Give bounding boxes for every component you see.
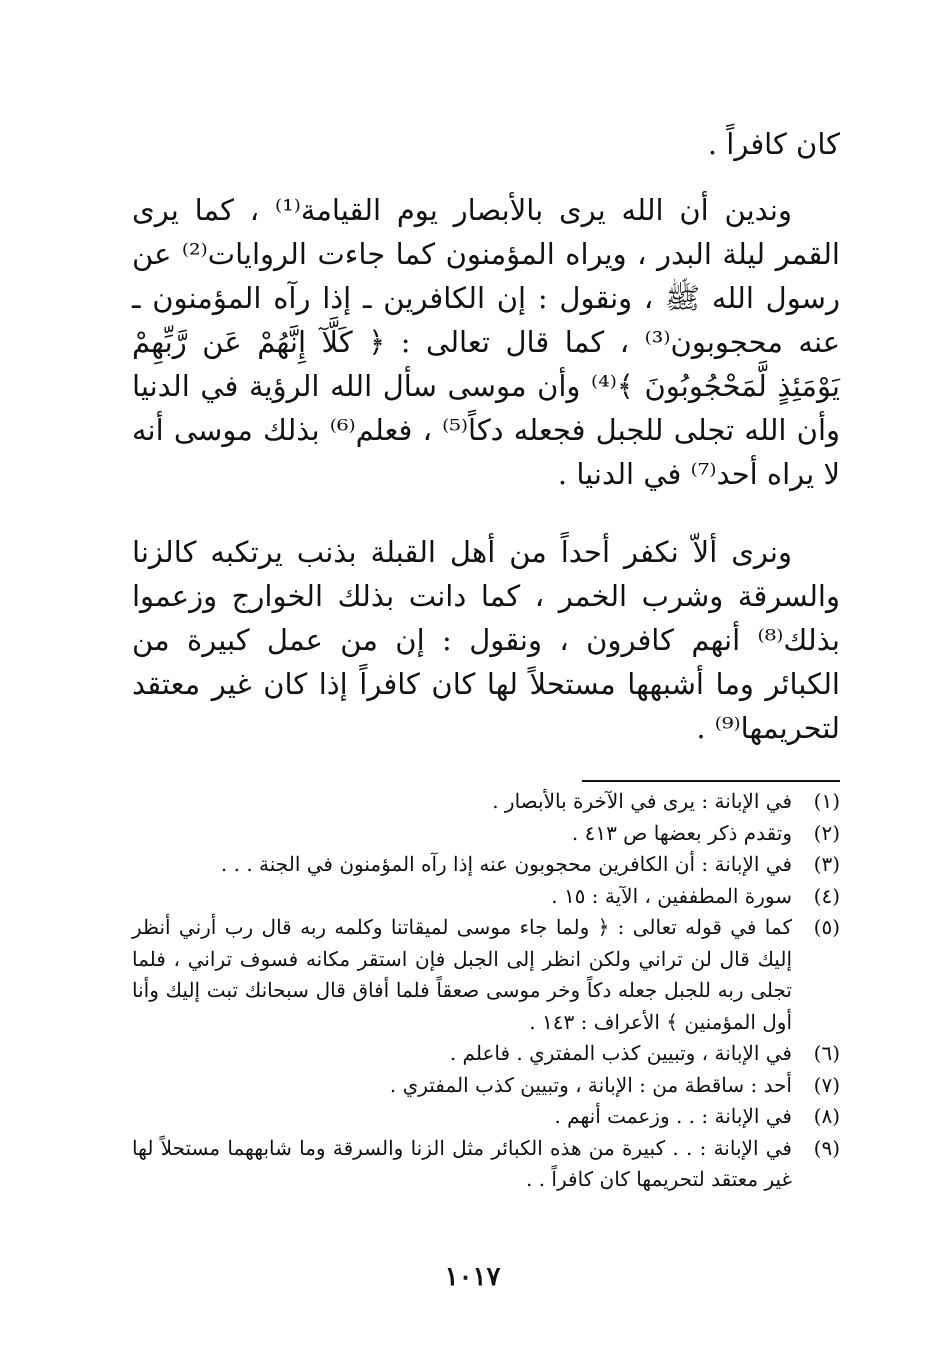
footnote-text: في الإبانة : . . وزعمت أنهم .: [554, 1104, 792, 1128]
footnote-text: في الإبانة : . . كبيرة من هذه الكبائر مثل الزنا والسرقة وما شابههما مستحلاً لها غير معتقد لتحريمها كان كافراً . .: [132, 1135, 792, 1191]
footnote-9: [132, 1133, 840, 1196]
footnote-text: في الإبانة : أن الكافرين محجوبون عنه إذا رآه المؤمنون في الجنة . . .: [220, 852, 792, 876]
footnote-4: [132, 881, 840, 913]
footnotes: [132, 786, 840, 1196]
paragraph-continuation: كان كافراً .: [707, 127, 840, 161]
footnote-2: [132, 818, 840, 850]
footnote-text: في الإبانة ، وتبيين كذب المفتري . فاعلم .: [449, 1041, 792, 1065]
main-text: [132, 122, 840, 750]
footnote-number: (٥): [813, 915, 840, 939]
footnote-text: أحد : ساقطة من : الإبانة ، وتبيين كذب المفتري .: [389, 1072, 792, 1097]
footnote-5: [132, 912, 840, 1038]
footnote-number: (٧): [813, 1072, 840, 1097]
footnote-number: (٨): [813, 1104, 840, 1128]
page-number: ١٠١٧: [444, 1262, 501, 1292]
footnote-3: [132, 849, 840, 881]
footnote-number: (١): [813, 789, 840, 813]
footnote-7: [132, 1070, 840, 1102]
footnote-6: [132, 1038, 840, 1070]
footnote-text: سورة المطففين ، الآية : ١٥ .: [551, 883, 792, 908]
footnote-text: كما في قوله تعالى : ﴿ ولما جاء موسى لميقاتنا وكلمه ربه قال رب أرني أنظر إليك قال لن تراني ولكن انظر إلى الجبل فإن استقر مكانه فسوف تراني ، فلما تجلى ربه للجبل جعله دكاً وخر موسى صعقاً فلما أفاق قال سبحانك تبت إليك وأنا أول المؤمنين ﴾ الأعراف : ١٤٣ .: [132, 915, 792, 1034]
footnote-number: (٩): [813, 1135, 840, 1160]
paragraph-takfir: ونرى ألاّ نكفر أحداً من أهل القبلة بذنب يرتكبه كالزنا والسرقة وشرب الخمر ، كما دانت بذلك الخوارج وزعموا بذلك⁽⁸⁾ أنهم كافرون ، ونقول : إن من عمل كبيرة من الكبائر وما أشبهها مستحلاً لها كان كافراً إذا كان غير معتقد لتحريمها⁽⁹⁾ .: [132, 535, 840, 745]
footnote-number: (٦): [813, 1041, 840, 1065]
footnote-number: (٤): [813, 883, 840, 908]
footnote-8: [132, 1101, 840, 1133]
footnote-text: وتقدم ذكر بعضها ص ٤١٣ .: [571, 820, 792, 845]
footnote-number: (٣): [813, 852, 840, 876]
paragraph-vision: وندين أن الله يرى بالأبصار يوم القيامة⁽¹⁾ ، كما يرى القمر ليلة البدر ، ويراه المؤمنون كما جاءت الروايات⁽²⁾ عن رسول الله ﷺ ، ونقول : إن الكافرين ـ إذا رآه المؤمنون ـ عنه محجوبون⁽³⁾ ، كما قال تعالى : ﴿ كَلَّآ إِنَّهُمْ عَن رَّبِّهِمْ يَوْمَئِذٍ لَّمَحْجُوبُونَ ﴾⁽⁴⁾ وأن موسى سأل الله الرؤية في الدنيا وأن الله تجلى للجبل فجعله دكاً⁽⁵⁾ ، فعلم⁽⁶⁾ بذلك موسى أنه لا يراه أحد⁽⁷⁾ في الدنيا .: [132, 193, 841, 491]
footnote-text: في الإبانة : يرى في الآخرة بالأبصار .: [492, 789, 792, 813]
footnote-separator: [582, 780, 840, 782]
footnote-number: (٢): [813, 820, 840, 845]
footnote-1: [132, 786, 840, 818]
